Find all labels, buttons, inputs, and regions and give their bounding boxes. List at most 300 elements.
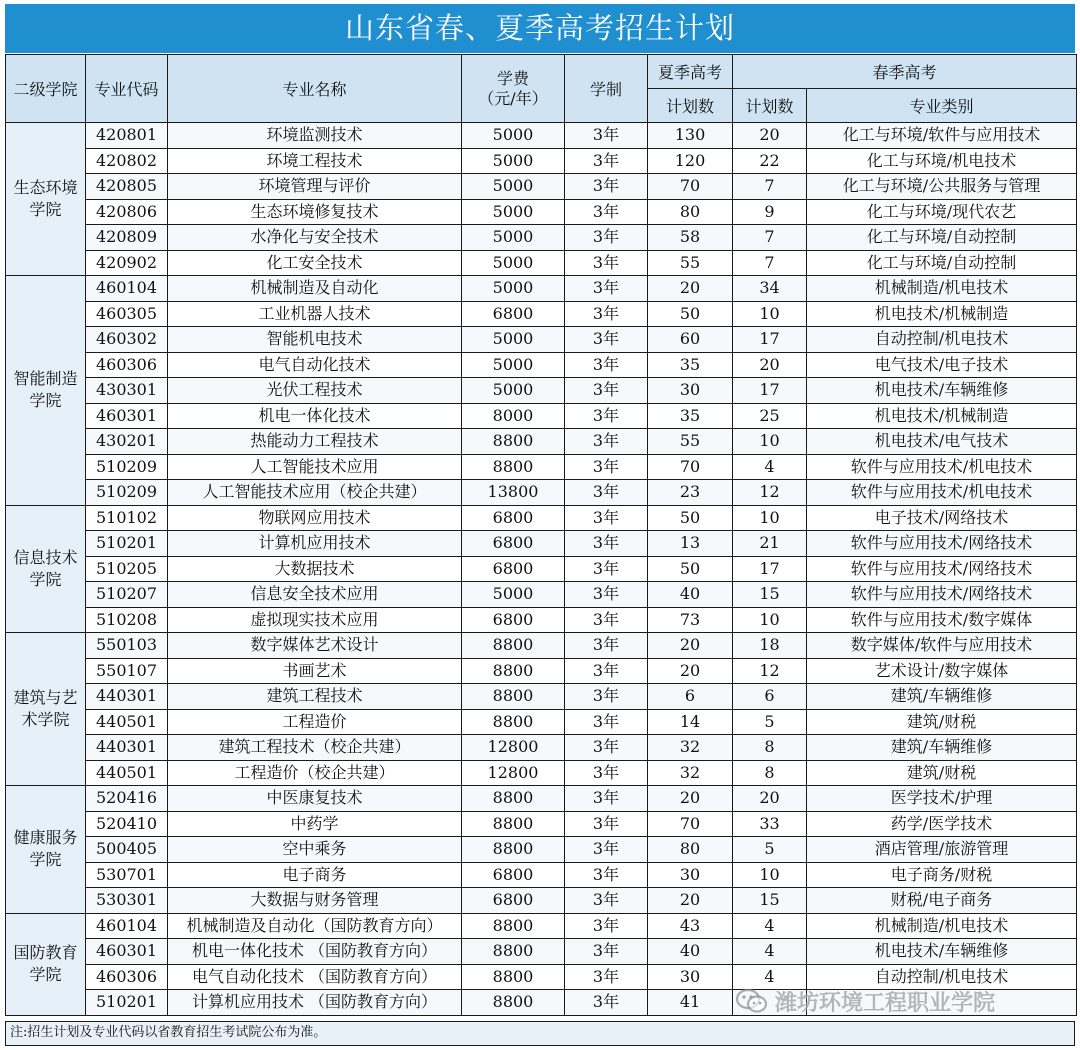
spring-plan-count: 17	[733, 556, 807, 582]
table-row	[6, 429, 1077, 455]
spring-category: 数字媒体/软件与应用技术	[807, 633, 1077, 659]
major-code: 420802	[86, 148, 168, 174]
summer-plan-count: 80	[648, 837, 733, 863]
spring-plan-count: 5	[733, 837, 807, 863]
duration: 3年	[565, 760, 648, 786]
table-row	[6, 352, 1077, 378]
spring-plan-count: 6	[733, 684, 807, 710]
table-row	[6, 607, 1077, 633]
spring-category: 自动控制/机电技术	[807, 327, 1077, 353]
header-spring: 春季高考	[733, 55, 1077, 89]
spring-plan-count: 7	[733, 174, 807, 200]
tuition-fee: 6800	[462, 505, 565, 531]
major-name: 环境管理与评价	[168, 174, 462, 200]
spring-category: 软件与应用技术/机电技术	[807, 480, 1077, 506]
summer-plan-count: 70	[648, 811, 733, 837]
tuition-fee: 6800	[462, 301, 565, 327]
spring-plan-count: 12	[733, 480, 807, 506]
college-name: 建筑与艺术学院	[6, 633, 86, 786]
wechat-icon	[735, 987, 769, 1015]
spring-category: 电气技术/电子技术	[807, 352, 1077, 378]
tuition-fee: 5000	[462, 225, 565, 251]
duration: 3年	[565, 301, 648, 327]
summer-plan-count: 55	[648, 429, 733, 455]
summer-plan-count: 40	[648, 582, 733, 608]
major-name: 信息安全技术应用	[168, 582, 462, 608]
tuition-fee: 8800	[462, 633, 565, 659]
tuition-fee: 8800	[462, 454, 565, 480]
major-code: 510201	[86, 990, 168, 1016]
duration: 3年	[565, 862, 648, 888]
tuition-fee: 8800	[462, 811, 565, 837]
duration: 3年	[565, 709, 648, 735]
major-code: 430301	[86, 378, 168, 404]
spring-category: 化工与环境/自动控制	[807, 250, 1077, 276]
spring-plan-count: 25	[733, 403, 807, 429]
summer-plan-count: 55	[648, 250, 733, 276]
duration: 3年	[565, 811, 648, 837]
major-code: 440301	[86, 684, 168, 710]
duration: 3年	[565, 505, 648, 531]
spring-plan-count: 15	[733, 888, 807, 914]
duration: 3年	[565, 199, 648, 225]
duration: 3年	[565, 123, 648, 149]
duration: 3年	[565, 352, 648, 378]
major-name: 环境监测技术	[168, 123, 462, 149]
spring-category: 自动控制/机电技术	[807, 964, 1077, 990]
spring-plan-count: 10	[733, 301, 807, 327]
header-fee	[462, 55, 565, 123]
major-code: 520416	[86, 786, 168, 812]
major-code: 420801	[86, 123, 168, 149]
table-row	[6, 225, 1077, 251]
major-code: 460302	[86, 327, 168, 353]
duration: 3年	[565, 964, 648, 990]
header-fee-label: 学费	[496, 68, 529, 88]
tuition-fee: 5000	[462, 148, 565, 174]
major-code: 510209	[86, 454, 168, 480]
spring-plan-count: 10	[733, 505, 807, 531]
college-name: 智能制造学院	[6, 276, 86, 506]
spring-plan-count: 12	[733, 658, 807, 684]
header-code: 专业代码	[86, 55, 168, 123]
tuition-fee: 6800	[462, 607, 565, 633]
major-code: 420805	[86, 174, 168, 200]
spring-plan-count: 7	[733, 225, 807, 251]
duration: 3年	[565, 939, 648, 965]
table-row	[6, 709, 1077, 735]
table-header	[6, 55, 1077, 123]
spring-plan-count: 9	[733, 199, 807, 225]
duration: 3年	[565, 658, 648, 684]
tuition-fee: 5000	[462, 123, 565, 149]
table-row	[6, 123, 1077, 149]
major-name: 机电一体化技术	[168, 403, 462, 429]
college-name: 健康服务学院	[6, 786, 86, 914]
tuition-fee: 6800	[462, 888, 565, 914]
page-title: 山东省春、夏季高考招生计划	[5, 4, 1075, 53]
major-name: 中药学	[168, 811, 462, 837]
table-row	[6, 148, 1077, 174]
major-code: 420809	[86, 225, 168, 251]
table-row	[6, 888, 1077, 914]
spring-category: 机电技术/电气技术	[807, 429, 1077, 455]
duration: 3年	[565, 786, 648, 812]
major-name: 生态环境修复技术	[168, 199, 462, 225]
spring-category: 机电技术/车辆维修	[807, 378, 1077, 404]
footnote: 注:招生计划及专业代码以省教育招生考试院公布为准。	[5, 1021, 1075, 1046]
major-code: 530701	[86, 862, 168, 888]
spring-category: 机械制造/机电技术	[807, 913, 1077, 939]
summer-plan-count: 43	[648, 913, 733, 939]
spring-plan-count: 20	[733, 786, 807, 812]
summer-plan-count: 20	[648, 786, 733, 812]
spring-plan-count: 10	[733, 862, 807, 888]
summer-plan-count: 58	[648, 225, 733, 251]
duration: 3年	[565, 913, 648, 939]
tuition-fee: 6800	[462, 556, 565, 582]
spring-category: 软件与应用技术/网络技术	[807, 556, 1077, 582]
spring-category: 软件与应用技术/机电技术	[807, 454, 1077, 480]
summer-plan-count: 20	[648, 276, 733, 302]
summer-plan-count: 14	[648, 709, 733, 735]
spring-plan-count: 4	[733, 964, 807, 990]
major-name: 建筑工程技术	[168, 684, 462, 710]
spring-category: 化工与环境/自动控制	[807, 225, 1077, 251]
tuition-fee: 8800	[462, 684, 565, 710]
table-row	[6, 786, 1077, 812]
major-code: 440301	[86, 735, 168, 761]
summer-plan-count: 13	[648, 531, 733, 557]
header-duration: 学制	[565, 55, 648, 123]
summer-plan-count: 50	[648, 556, 733, 582]
tuition-fee: 8800	[462, 964, 565, 990]
college-name: 信息技术学院	[6, 505, 86, 633]
spring-plan-count: 21	[733, 531, 807, 557]
spring-category: 电子技术/网络技术	[807, 505, 1077, 531]
major-code: 460306	[86, 352, 168, 378]
summer-plan-count: 30	[648, 964, 733, 990]
tuition-fee: 5000	[462, 174, 565, 200]
major-code: 440501	[86, 760, 168, 786]
major-code: 460104	[86, 913, 168, 939]
tuition-fee: 5000	[462, 378, 565, 404]
duration: 3年	[565, 148, 648, 174]
table-row	[6, 684, 1077, 710]
spring-category: 机电技术/机械制造	[807, 403, 1077, 429]
header-name: 专业名称	[168, 55, 462, 123]
table-body	[6, 123, 1077, 1016]
spring-plan-count: 4	[733, 454, 807, 480]
header-summer: 夏季高考	[648, 55, 733, 89]
enrollment-plan-table	[5, 54, 1077, 1016]
major-code: 510209	[86, 480, 168, 506]
spring-category: 财税/电子商务	[807, 888, 1077, 914]
college-name: 国防教育学院	[6, 913, 86, 1015]
major-code: 460301	[86, 939, 168, 965]
major-name: 电气自动化技术 （国防教育方向）	[168, 964, 462, 990]
table-row	[6, 531, 1077, 557]
summer-plan-count: 120	[648, 148, 733, 174]
spring-category: 软件与应用技术/数字媒体	[807, 607, 1077, 633]
summer-plan-count: 35	[648, 352, 733, 378]
spring-plan-count: 4	[733, 939, 807, 965]
major-code: 510205	[86, 556, 168, 582]
table-row	[6, 480, 1077, 506]
tuition-fee: 12800	[462, 735, 565, 761]
spring-plan-count: 15	[733, 582, 807, 608]
major-name: 工业机器人技术	[168, 301, 462, 327]
summer-plan-count: 40	[648, 939, 733, 965]
summer-plan-count: 32	[648, 760, 733, 786]
major-name: 工程造价（校企共建）	[168, 760, 462, 786]
major-code: 520410	[86, 811, 168, 837]
duration: 3年	[565, 990, 648, 1016]
summer-plan-count: 60	[648, 327, 733, 353]
spring-category: 化工与环境/软件与应用技术	[807, 123, 1077, 149]
table-row	[6, 760, 1077, 786]
table-row	[6, 174, 1077, 200]
summer-plan-count: 70	[648, 454, 733, 480]
header-spring-plan: 计划数	[733, 89, 807, 123]
table-row	[6, 862, 1077, 888]
major-name: 书画艺术	[168, 658, 462, 684]
major-name: 数字媒体艺术设计	[168, 633, 462, 659]
spring-plan-count: 22	[733, 148, 807, 174]
tuition-fee: 8800	[462, 939, 565, 965]
major-name: 工程造价	[168, 709, 462, 735]
table-row	[6, 403, 1077, 429]
tuition-fee: 8800	[462, 913, 565, 939]
table-row	[6, 913, 1077, 939]
table-row	[6, 556, 1077, 582]
spring-category: 酒店管理/旅游管理	[807, 837, 1077, 863]
major-code: 510207	[86, 582, 168, 608]
table-row	[6, 250, 1077, 276]
tuition-fee: 8800	[462, 658, 565, 684]
major-code: 510102	[86, 505, 168, 531]
major-name: 智能机电技术	[168, 327, 462, 353]
tuition-fee: 8800	[462, 837, 565, 863]
major-code: 510201	[86, 531, 168, 557]
summer-plan-count: 20	[648, 658, 733, 684]
tuition-fee: 8800	[462, 429, 565, 455]
tuition-fee: 5000	[462, 327, 565, 353]
spring-category: 艺术设计/数字媒体	[807, 658, 1077, 684]
major-code: 420902	[86, 250, 168, 276]
major-name: 机械制造及自动化（国防教育方向）	[168, 913, 462, 939]
spring-plan-count: 8	[733, 760, 807, 786]
spring-category: 建筑/车辆维修	[807, 684, 1077, 710]
tuition-fee: 5000	[462, 250, 565, 276]
spring-plan-count: 20	[733, 123, 807, 149]
header-summer-plan: 计划数	[648, 89, 733, 123]
header-fee-unit: （元/年）	[478, 88, 548, 108]
major-name: 大数据技术	[168, 556, 462, 582]
major-name: 电气自动化技术	[168, 352, 462, 378]
spring-category: 建筑/车辆维修	[807, 735, 1077, 761]
major-code: 550107	[86, 658, 168, 684]
spring-category: 机电技术/机械制造	[807, 301, 1077, 327]
summer-plan-count: 130	[648, 123, 733, 149]
major-name: 空中乘务	[168, 837, 462, 863]
major-name: 热能动力工程技术	[168, 429, 462, 455]
spring-category: 化工与环境/现代农艺	[807, 199, 1077, 225]
duration: 3年	[565, 556, 648, 582]
table-row	[6, 658, 1077, 684]
table-row	[6, 811, 1077, 837]
duration: 3年	[565, 250, 648, 276]
major-code: 440501	[86, 709, 168, 735]
major-name: 环境工程技术	[168, 148, 462, 174]
major-code: 420806	[86, 199, 168, 225]
table-row	[6, 454, 1077, 480]
major-name: 水净化与安全技术	[168, 225, 462, 251]
duration: 3年	[565, 837, 648, 863]
spring-category: 医学技术/护理	[807, 786, 1077, 812]
major-name: 中医康复技术	[168, 786, 462, 812]
spring-category: 机械制造/机电技术	[807, 276, 1077, 302]
major-code: 550103	[86, 633, 168, 659]
tuition-fee: 12800	[462, 760, 565, 786]
spring-plan-count: 34	[733, 276, 807, 302]
table-row	[6, 301, 1077, 327]
summer-plan-count: 80	[648, 199, 733, 225]
spring-plan-count: 20	[733, 352, 807, 378]
tuition-fee: 13800	[462, 480, 565, 506]
header-spring-category: 专业类别	[807, 89, 1077, 123]
summer-plan-count: 20	[648, 633, 733, 659]
major-name: 大数据与财务管理	[168, 888, 462, 914]
college-name: 生态环境学院	[6, 123, 86, 276]
tuition-fee: 5000	[462, 199, 565, 225]
tuition-fee: 8000	[462, 403, 565, 429]
major-code: 460305	[86, 301, 168, 327]
table-row	[6, 837, 1077, 863]
duration: 3年	[565, 276, 648, 302]
tuition-fee: 8800	[462, 786, 565, 812]
duration: 3年	[565, 378, 648, 404]
major-code: 530301	[86, 888, 168, 914]
summer-plan-count: 20	[648, 888, 733, 914]
duration: 3年	[565, 531, 648, 557]
major-name: 物联网应用技术	[168, 505, 462, 531]
summer-plan-count: 35	[648, 403, 733, 429]
spring-plan-count: 18	[733, 633, 807, 659]
duration: 3年	[565, 684, 648, 710]
duration: 3年	[565, 888, 648, 914]
summer-plan-count: 73	[648, 607, 733, 633]
spring-category: 建筑/财税	[807, 760, 1077, 786]
table-row	[6, 735, 1077, 761]
table-row	[6, 939, 1077, 965]
duration: 3年	[565, 633, 648, 659]
duration: 3年	[565, 225, 648, 251]
tuition-fee: 6800	[462, 862, 565, 888]
major-name: 机电一体化技术 （国防教育方向）	[168, 939, 462, 965]
summer-plan-count: 50	[648, 301, 733, 327]
major-code: 510208	[86, 607, 168, 633]
spring-category: 软件与应用技术/网络技术	[807, 582, 1077, 608]
duration: 3年	[565, 735, 648, 761]
spring-category: 机电技术/车辆维修	[807, 939, 1077, 965]
major-code: 460104	[86, 276, 168, 302]
table-row	[6, 276, 1077, 302]
spring-plan-count: 10	[733, 429, 807, 455]
summer-plan-count: 32	[648, 735, 733, 761]
major-name: 化工安全技术	[168, 250, 462, 276]
major-name: 计算机应用技术	[168, 531, 462, 557]
duration: 3年	[565, 403, 648, 429]
duration: 3年	[565, 607, 648, 633]
spring-plan-count: 8	[733, 735, 807, 761]
tuition-fee: 6800	[462, 531, 565, 557]
summer-plan-count: 41	[648, 990, 733, 1016]
duration: 3年	[565, 480, 648, 506]
spring-category: 电子商务/财税	[807, 862, 1077, 888]
table-row	[6, 378, 1077, 404]
major-name: 计算机应用技术 （国防教育方向）	[168, 990, 462, 1016]
table-row	[6, 633, 1077, 659]
tuition-fee: 5000	[462, 276, 565, 302]
watermark-text: 潍坊环境工程职业学院	[775, 990, 996, 1016]
major-name: 人工智能技术应用（校企共建）	[168, 480, 462, 506]
major-name: 电子商务	[168, 862, 462, 888]
table-row	[6, 199, 1077, 225]
major-name: 光伏工程技术	[168, 378, 462, 404]
spring-category: 药学/医学技术	[807, 811, 1077, 837]
summer-plan-count: 23	[648, 480, 733, 506]
spring-plan-count: 10	[733, 607, 807, 633]
summer-plan-count: 50	[648, 505, 733, 531]
watermark	[735, 986, 995, 1016]
table-row	[6, 505, 1077, 531]
summer-plan-count: 30	[648, 378, 733, 404]
summer-plan-count: 70	[648, 174, 733, 200]
duration: 3年	[565, 582, 648, 608]
tuition-fee: 5000	[462, 582, 565, 608]
major-name: 建筑工程技术（校企共建）	[168, 735, 462, 761]
spring-category: 建筑/财税	[807, 709, 1077, 735]
major-name: 机械制造及自动化	[168, 276, 462, 302]
duration: 3年	[565, 429, 648, 455]
major-code: 500405	[86, 837, 168, 863]
spring-plan-count: 4	[733, 913, 807, 939]
spring-category: 软件与应用技术/网络技术	[807, 531, 1077, 557]
spring-plan-count: 5	[733, 709, 807, 735]
duration: 3年	[565, 174, 648, 200]
tuition-fee: 8800	[462, 709, 565, 735]
duration: 3年	[565, 327, 648, 353]
table-row	[6, 327, 1077, 353]
duration: 3年	[565, 454, 648, 480]
major-name: 人工智能技术应用	[168, 454, 462, 480]
spring-category: 化工与环境/公共服务与管理	[807, 174, 1077, 200]
table-row	[6, 582, 1077, 608]
major-name: 虚拟现实技术应用	[168, 607, 462, 633]
tuition-fee: 8800	[462, 990, 565, 1016]
spring-plan-count: 17	[733, 327, 807, 353]
summer-plan-count: 6	[648, 684, 733, 710]
major-code: 430201	[86, 429, 168, 455]
spring-plan-count: 33	[733, 811, 807, 837]
major-code: 460306	[86, 964, 168, 990]
header-college: 二级学院	[6, 55, 86, 123]
spring-plan-count: 7	[733, 250, 807, 276]
spring-category: 化工与环境/机电技术	[807, 148, 1077, 174]
tuition-fee: 5000	[462, 352, 565, 378]
summer-plan-count: 30	[648, 862, 733, 888]
